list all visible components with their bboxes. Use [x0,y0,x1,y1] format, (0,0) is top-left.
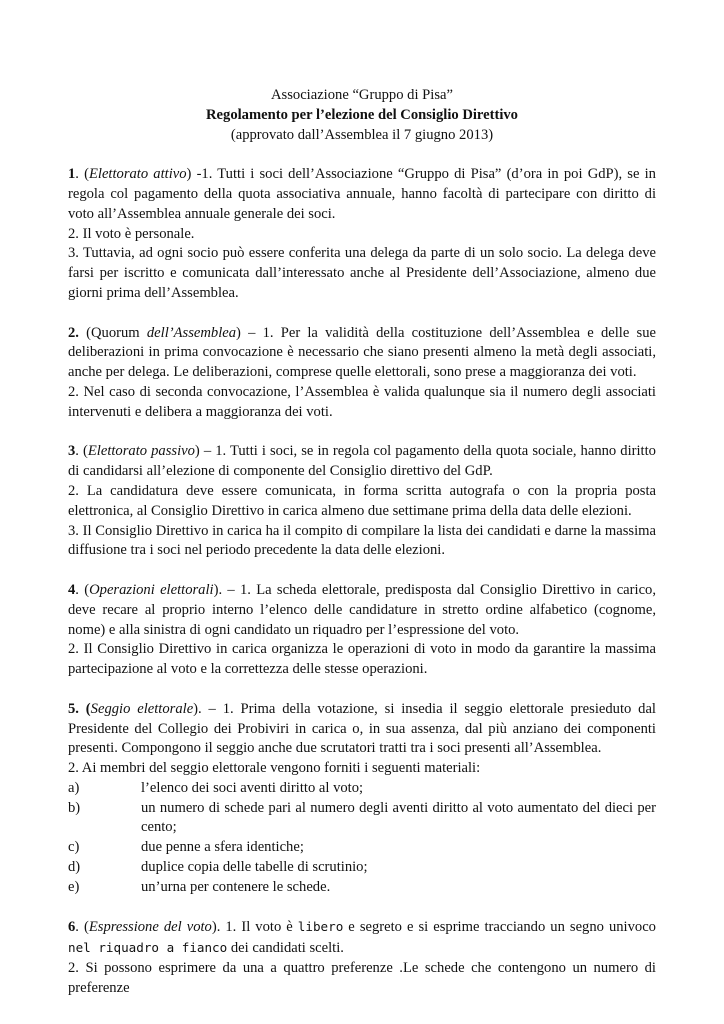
article-heading: dell’Assemblea [146,324,237,341]
article-6 [68,917,656,998]
list-item-text: l’elenco dei soci aventi diritto al voto; [141,779,364,796]
article-number: 4 [68,581,76,598]
list-item-text: un numero di schede pari al numero degli aventi diritto al voto aumentato del dieci per cento; [141,799,656,836]
list-item [68,878,656,898]
list-item [68,838,656,858]
document-subtitle: (approvato dall’Assemblea il 7 giugno 2013) [230,126,494,143]
list-item-label: a) [68,779,80,796]
article-heading: Elettorato attivo [88,166,187,183]
article-3-para-1: 3. (Elettorato passivo) – 1. Tutti i soci, se in regola col pagamento della quota sociale, hanno diritto di candidarsi all’elezione di componente del Consiglio direttivo del GdP. [68,443,656,480]
article-4-para-1: 4. (Operazioni elettorali). – 1. La scheda elettorale, predisposta dal Consiglio Direttivo in carico, deve recare al proprio interno l’elenco delle candidature in stretto ordine alfabetico (cognome, nome) e alla sinistra di ogni candidato un riquadro per l’espressione del voto. [68,581,656,638]
article-number: 3 [68,443,76,460]
list-item-text: un’urna per contenere le schede. [141,878,331,895]
list-item [68,799,656,839]
list-item-label: c) [68,839,80,856]
article-2-para-2: 2. Nel caso di seconda convocazione, l’Assemblea è valida qualunque sia il numero degli associati intervenuti e delibera a maggioranza dei voti. [68,383,656,420]
article-1-para-3: 3. Tuttavia, ad ogni socio può essere conferita una delega da parte di un solo socio. La delega deve farsi per iscritto e comunicata dall’interessato anche al Presidente dell’Associazione, almeno due giorni prima dell’Assemblea. [68,245,656,301]
org-name: Associazione “Gruppo di Pisa” [271,87,453,103]
article-number: 1 [68,166,76,183]
article-3-para-3: 3. Il Consiglio Direttivo in carica ha il compito di compilare la lista dei candidati e darne la massima diffusione tra i soci nel periodo precedente la data delle elezioni. [68,522,656,559]
list-item-text: due penne a sfera identiche; [141,839,304,856]
document-title: Regolamento per l’elezione del Consiglio Direttivo [206,106,518,123]
article-6-para-1: 6. (Espressione del voto). 1. Il voto è libero e segreto e si esprime tracciando un segno univoco nel riquadro a fianco dei candidati scelti. [68,919,656,957]
article-3-para-2: 2. La candidatura deve essere comunicata, in forma scritta autografa o con la propria posta elettronica, al Consiglio Direttivo in carica almeno due settimane prima della data delle elezioni. [68,482,656,519]
article-heading: Seggio elettorale [90,700,194,717]
list-item-label: e) [68,878,80,895]
materials-list [68,779,656,898]
article-1 [68,165,656,304]
article-6-para-2: 2. Si possono esprimere da una a quattro preferenze .Le schede che contengono un numero di preferenze [68,960,656,996]
article-1-para-1: 1. (Elettorato attivo) -1. Tutti i soci dell’Associazione “Gruppo di Pisa” (d’ora in poi GdP), se in regola col pagamento della quota associativa annuale, hanno facoltà di partecipare con diritto di voto all’Assemblea annuale generale dei soci. [68,166,656,222]
article-2 [68,324,656,423]
article-number: 5. ( [68,700,91,717]
article-heading: Elettorato passivo [87,443,195,460]
article-4 [68,581,656,680]
article-3 [68,442,656,561]
article-5 [68,700,656,898]
list-item-label: d) [68,859,81,876]
article-5-para-2: 2. Ai membri del seggio elettorale vengono forniti i seguenti materiali: [68,760,481,777]
article-heading: Espressione del voto [88,919,212,936]
article-1-para-2: 2. Il voto è personale. [68,225,195,242]
list-item-text: duplice copia delle tabelle di scrutinio; [141,859,368,876]
article-heading: Operazioni elettorali [89,581,214,598]
article-5-para-1: 5. (Seggio elettorale). – 1. Prima della votazione, si insedia il seggio elettorale presieduto dal Presidente del Collegio dei Probiviri in carica o, in sua assenza, dal più anziano dei componenti presenti. Compongono il seggio anche due scrutatori tratti tra i soci presenti all’Assemblea. [68,700,656,757]
list-item [68,858,656,878]
document-page [68,86,656,999]
list-item [68,779,656,799]
article-number: 6 [68,919,76,936]
article-4-para-2: 2. Il Consiglio Direttivo in carica organizza le operazioni di voto in modo da garantire la massima partecipazione al voto e la correttezza delle stesse operazioni. [68,641,656,678]
article-number: 2. [68,324,79,341]
list-item-label: b) [68,799,81,816]
article-2-para-1: 2. (Quorum dell’Assemblea) – 1. Per la validità della costituzione dell’Assemblea e delle sue deliberazioni in prima convocazione è necessario che siano presenti almeno la metà degli associati, anche per delega. Le deliberazioni, comprese quelle elettorali, sono prese a maggioranza dei voti. [68,324,656,381]
